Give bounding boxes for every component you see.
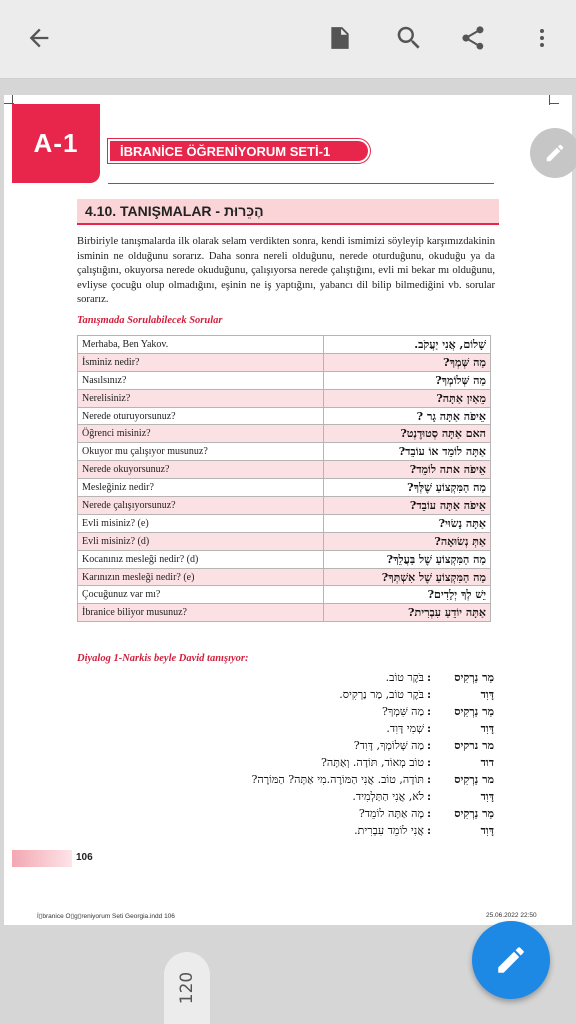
question-hebrew: יֵשׁ לְךָ יְלָדִים?: [324, 586, 491, 604]
question-row: [78, 461, 491, 479]
pencil-icon: [494, 943, 528, 977]
crop-mark: [549, 95, 550, 105]
question-row: [78, 353, 491, 371]
question-hebrew: מַה הַמִּקְצוֹעַ שֶׁל אִשְׁתְּךָ?: [324, 568, 491, 586]
dialog-text: בֹּקֶר טוֹב.: [385, 671, 424, 684]
dialog-speaker: דָּוִד: [480, 824, 494, 837]
dialog-speaker: מַר נַרְקִיס: [454, 671, 494, 684]
share-icon: [459, 24, 487, 52]
dialog-line: [154, 805, 494, 822]
question-hebrew: מַה הַמִּקְצוֹעַ שֶׁלְּךָ?: [324, 479, 491, 497]
app-toolbar: [0, 0, 576, 79]
dialog-text: אֲנִי לוֹמֵד עִבְרִית.: [354, 824, 424, 837]
question-turkish: Nerelisiniz?: [78, 389, 324, 407]
question-row: [78, 568, 491, 586]
question-turkish: Karınızın mesleği nedir? (e): [78, 568, 324, 586]
dialog-speaker: מר נרקיס: [454, 739, 494, 752]
question-row: [78, 425, 491, 443]
annotate-button[interactable]: [530, 128, 576, 178]
questions-heading: Tanışmada Sorulabilecek Sorular: [77, 315, 223, 326]
question-turkish: Mesleğiniz nedir?: [78, 479, 324, 497]
page-number-bar: [12, 850, 72, 867]
dialog-line: [154, 686, 494, 703]
dialog-line: [154, 720, 494, 737]
question-turkish: Nerede okuyorsunuz?: [78, 461, 324, 479]
question-turkish: Okuyor mu çalışıyor musunuz?: [78, 443, 324, 461]
question-turkish: İbranice biliyor musunuz?: [78, 604, 324, 622]
edit-fab[interactable]: [472, 921, 550, 999]
question-turkish: Kocanınız mesleği nedir? (d): [78, 550, 324, 568]
question-row: [78, 586, 491, 604]
intro-paragraph: Birbiriyle tanışmalarda ilk olarak selam verdikten sonra, kendi ismimizi söyleyip karşımızdakinin isminin ne olduğunu sorarız. Daha sonra nereli olduğunu, nerede oturduğunu, okuduğu ya da çalıştığını, okuyorsa nerede okuduğunu, çalışıyorsa nerede çalıştığını, evli mi bekar mı olduğunu, evliyse çocuğu olup olmadığını, eşinin ne iş yaptığını, yabancı dil bilip bilmediğini vb. sorular sorarız.: [77, 236, 495, 306]
dialog-colon: :: [426, 756, 432, 769]
questions-table: [77, 335, 491, 622]
dialog-colon: :: [426, 688, 432, 701]
question-row: [78, 479, 491, 497]
dialog-block: [154, 669, 494, 839]
dialog-speaker: דָּוִד: [480, 722, 494, 735]
question-hebrew: מַה שְּׁמְךָ?: [324, 353, 491, 371]
dialog-line: [154, 771, 494, 788]
question-hebrew: אַתָּה יוֹדֵעַ עִבְרִית?: [324, 604, 491, 622]
more-vertical-icon: [530, 24, 554, 52]
page-number: 106: [76, 852, 93, 863]
question-hebrew: מֵאַיִן אַתָּה?: [324, 389, 491, 407]
dialog-speaker: דוד: [480, 756, 494, 769]
dialog-text: טוֹב מְאוֹד, תּוֹדָה. וְאַתָּה?: [321, 756, 424, 769]
document-page: [4, 95, 572, 925]
question-row: [78, 407, 491, 425]
question-row: [78, 389, 491, 407]
dialog-colon: :: [426, 790, 432, 803]
dialog-colon: :: [426, 824, 432, 837]
unit-badge: A-1: [12, 104, 100, 183]
question-turkish: Çocuğunuz var mı?: [78, 586, 324, 604]
question-turkish: Evli misiniz? (d): [78, 532, 324, 550]
back-button[interactable]: [19, 18, 59, 58]
dialog-speaker: דָּוִד: [480, 790, 494, 803]
dialog-line: [154, 703, 494, 720]
search-button[interactable]: [389, 18, 429, 58]
dialog-line: [154, 788, 494, 805]
search-icon: [394, 23, 424, 53]
question-turkish: Evli misiniz? (e): [78, 514, 324, 532]
footer-date: 25.06.2022 22:50: [486, 912, 537, 919]
dialog-line: [154, 822, 494, 839]
dialog-line: [154, 754, 494, 771]
dialog-text: מַה שְּׁלוֹמְךָ, דָּוִד?: [353, 739, 424, 752]
footer-filename: İ▯branice O▯g▯reniyorum Seti Georgia.indd 106: [37, 913, 175, 920]
dialog-title: Diyalog 1-Narkis beyle David tanışıyor:: [77, 653, 249, 664]
series-title: İBRANİCE ÖĞRENİYORUM SETİ-1: [108, 139, 370, 163]
page-indicator[interactable]: [164, 952, 210, 1024]
question-hebrew: האם אַתָּה סְטוּדֶנְט?: [324, 425, 491, 443]
dialog-text: תּוֹדָה, טוֹב. אֲנִי הַמּוֹרֶה.מִי אַתָּה? הַמּוֹרֶה?: [251, 773, 424, 786]
question-turkish: Nerede çalışıyorsunuz?: [78, 497, 324, 515]
question-row: [78, 497, 491, 515]
question-hebrew: מַה הַמִּקְצוֹעַ שֶׁל בַּעֲלֵךְ?: [324, 550, 491, 568]
question-row: [78, 550, 491, 568]
question-turkish: Nasılsınız?: [78, 371, 324, 389]
share-button[interactable]: [453, 18, 493, 58]
question-row: [78, 443, 491, 461]
document-icon: [327, 24, 353, 52]
question-hebrew: אַתָּה לוֹמֵד אוֹ עוֹבֵד?: [324, 443, 491, 461]
dialog-text: שְׁמִי דָּוִד.: [386, 722, 424, 735]
dialog-colon: :: [426, 739, 432, 752]
dialog-speaker: מר נַרְקִיס: [454, 773, 494, 786]
dialog-speaker: דָּוִד: [480, 688, 494, 701]
question-row: [78, 371, 491, 389]
question-hebrew: אֵיפֹה אַתָּה עוֹבֵד?: [324, 497, 491, 515]
question-row: [78, 336, 491, 354]
question-hebrew: אַתָּה נָשׂוּי?: [324, 514, 491, 532]
dialog-speaker: מַר נַרְקִיס: [454, 705, 494, 718]
question-row: [78, 532, 491, 550]
question-hebrew: אֵיפֹה אתה לוֹמֵד?: [324, 461, 491, 479]
dialog-colon: :: [426, 671, 432, 684]
section-title: 4.10. TANIŞMALAR - הֶכֵּרוּת: [77, 199, 499, 225]
dialog-text: מַה שִּׁמְךָ?: [382, 705, 424, 718]
question-turkish: Öğrenci misiniz?: [78, 425, 324, 443]
question-turkish: İsminiz nedir?: [78, 353, 324, 371]
question-row: [78, 604, 491, 622]
dialog-line: [154, 669, 494, 686]
dialog-text: מָה אַתָּה לוֹמֵד?: [358, 807, 424, 820]
arrow-left-icon: [25, 24, 53, 52]
dialog-colon: :: [426, 773, 432, 786]
question-hebrew: שָׁלוֹם, אֲנִי יַעֲקֹב.: [324, 336, 491, 354]
dialog-text: בֹּקֶר טוֹב, מַר נַרְקִיס.: [339, 688, 424, 701]
dialog-speaker: מַר נַרְקִיס: [454, 807, 494, 820]
document-button[interactable]: [320, 18, 360, 58]
dialog-colon: :: [426, 807, 432, 820]
question-hebrew: אֵיפֹה אַתָּה גָר ?: [324, 407, 491, 425]
dialog-colon: :: [426, 722, 432, 735]
page-indicator-label: 120: [176, 971, 197, 1005]
more-options-button[interactable]: [522, 18, 562, 58]
question-hebrew: אַתְּ נְשׂוּאָה?: [324, 532, 491, 550]
dialog-line: [154, 737, 494, 754]
header-rule: [108, 183, 494, 184]
dialog-colon: :: [426, 705, 432, 718]
question-turkish: Merhaba, Ben Yakov.: [78, 336, 324, 354]
question-row: [78, 514, 491, 532]
pencil-icon: [544, 142, 566, 164]
question-turkish: Nerede oturuyorsunuz?: [78, 407, 324, 425]
dialog-text: לֹא, אֲנִי הַתַּלְמִיד.: [352, 790, 424, 803]
crop-mark: [549, 103, 559, 104]
question-hebrew: מַה שְּׁלוֹמְךָ?: [324, 371, 491, 389]
